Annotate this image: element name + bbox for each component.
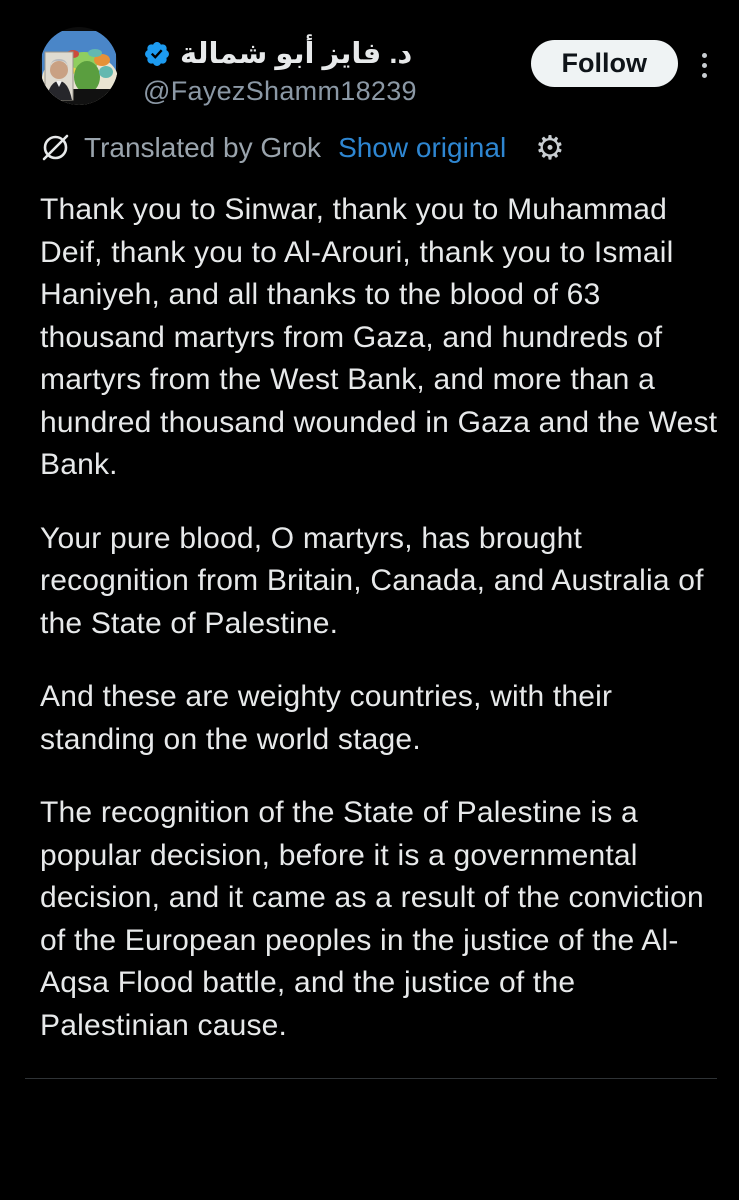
grok-icon: [40, 132, 71, 163]
follow-button[interactable]: Follow: [531, 40, 678, 87]
display-name[interactable]: د. فايز أبو شمالة: [180, 38, 413, 70]
tweet-header: [40, 27, 711, 107]
author-block: [143, 36, 417, 107]
show-original-link[interactable]: Show original: [338, 131, 507, 163]
user-handle[interactable]: @FayezShamm18239: [143, 76, 417, 106]
tweet-paragraph-2: Your pure blood, O martyrs, has brought recognition from Britain, Canada, and Australia of the State of Palestine.: [40, 521, 704, 640]
avatar-portrait-inset: [45, 52, 73, 100]
tweet-paragraph-4: The recognition of the State of Palestine is a popular decision, before it is a governmental decision, and it came as a result of the conviction of the European peoples in the justice of the Al-Aqsa Flood battle, and the justice of the Palestinian cause.: [40, 796, 704, 1042]
tweet-paragraph-3: And these are weighty countries, with their standing on the world stage.: [40, 680, 613, 756]
translation-bar: [40, 128, 711, 167]
settings-gear-icon[interactable]: ⚙: [535, 128, 565, 167]
divider: [25, 1078, 717, 1079]
tweet-text: [40, 189, 718, 1047]
verified-badge-icon: [143, 40, 171, 68]
translated-by-label: Translated by Grok: [84, 131, 322, 163]
avatar-map-image: [40, 27, 118, 105]
more-menu-icon[interactable]: [698, 49, 711, 82]
display-name-row: [143, 36, 417, 71]
tweet-paragraph-1: Thank you to Sinwar, thank you to Muhammad Deif, thank you to Al-Arouri, thank you to Ismail Haniyeh, and all thanks to the blood of 63 thousand martyrs from Gaza, and hundreds of martyrs from the West Bank, and more than a hundred thousand wounded in Gaza and the West Bank.: [40, 193, 718, 481]
avatar[interactable]: [40, 27, 118, 105]
